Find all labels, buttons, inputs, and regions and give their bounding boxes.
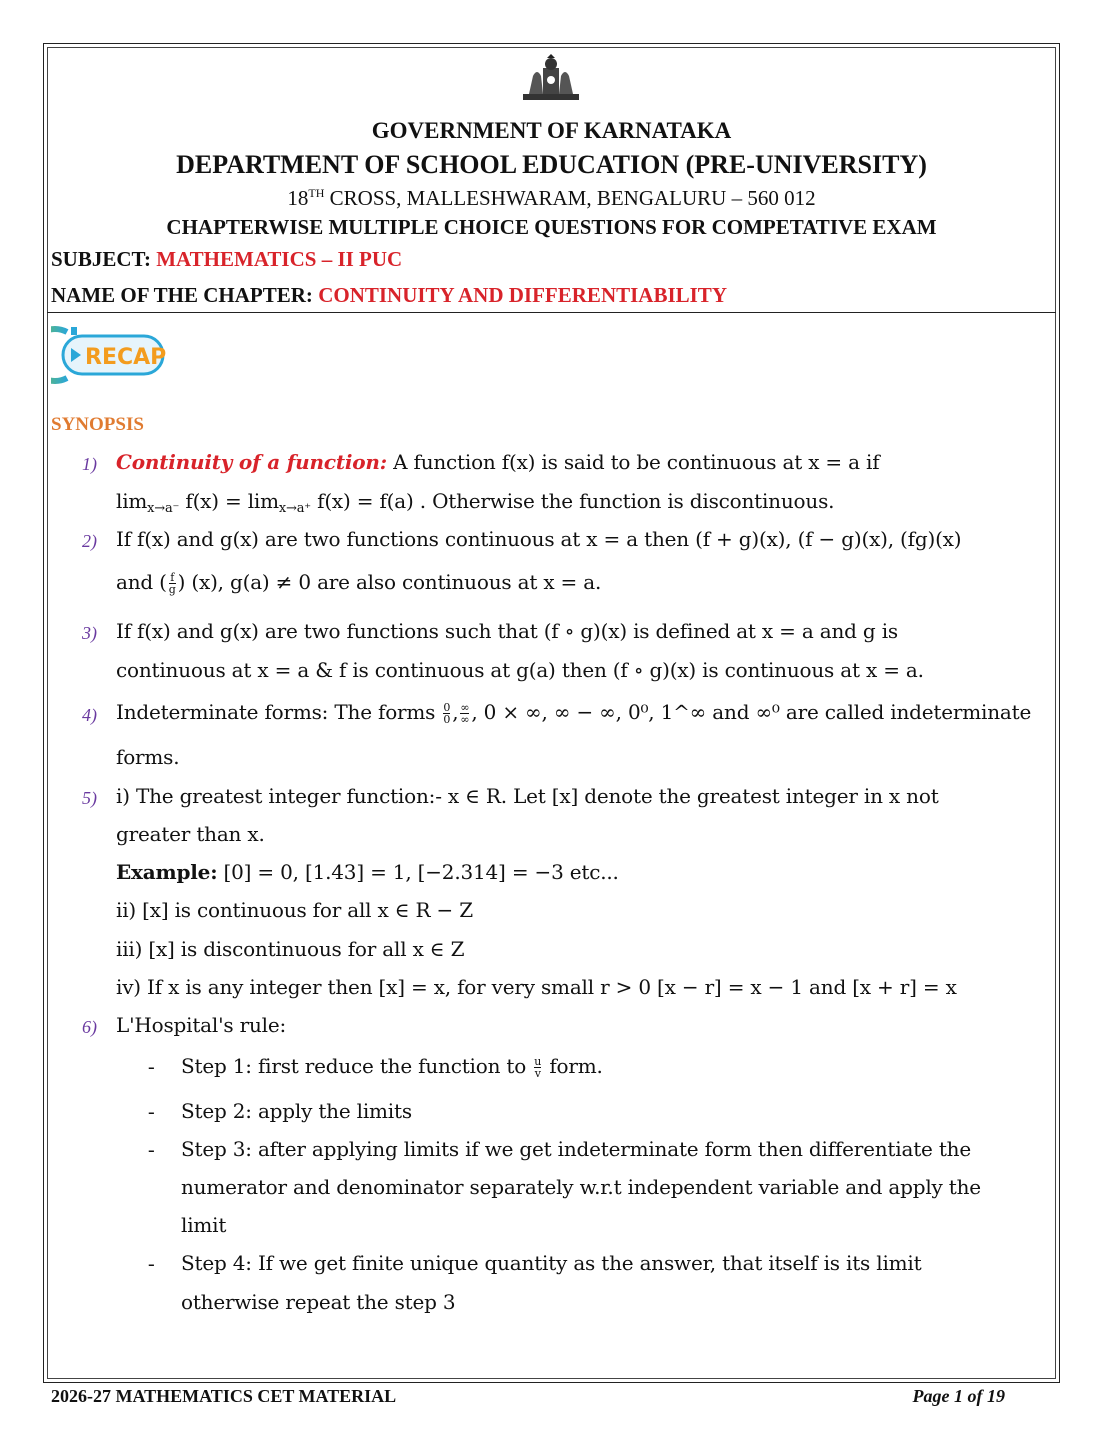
chapter-value: CONTINUITY AND DIFFERENTIABILITY	[318, 283, 727, 307]
item-5-line-iii: iii) [x] is discontinuous for all x ∈ Z	[116, 937, 465, 961]
step-4-line-2: otherwise repeat the step 3	[181, 1290, 456, 1314]
item-number-2: 2)	[82, 531, 97, 551]
step-1: Step 1: first reduce the function to $\frac{u}{v}$ form.	[181, 1054, 603, 1080]
item-2-line-1: If f(x) and g(x) are two functions continuous at x = a then (f + g)(x), (f − g)(x), (fg)(x)	[116, 527, 962, 551]
chapter-line: NAME OF THE CHAPTER: CONTINUITY AND DIFFERENTIABILITY	[51, 283, 727, 307]
step-3-bullet: -	[148, 1139, 155, 1161]
item-4-line-1: Indeterminate forms: The forms $\frac{0}{0}$ , $\frac{\infty}{\infty}$ , 0 × ∞, ∞ − ∞, 0⁰, 1^∞ and ∞⁰ are called indeterminate	[116, 700, 1032, 726]
subject-line: SUBJECT: MATHEMATICS – II PUC	[51, 247, 403, 271]
step-3-line-3: limit	[181, 1213, 227, 1237]
header-address: 18TH CROSS, MALLESHWARAM, BENGALURU – 560 012	[287, 186, 816, 210]
step-1-bullet: -	[148, 1056, 155, 1078]
item-5-line-ii: ii) [x] is continuous for all x ∈ R − Z	[116, 898, 473, 922]
header-department: DEPARTMENT OF SCHOOL EDUCATION (PRE-UNIVERSITY)	[176, 150, 927, 179]
step-2: Step 2: apply the limits	[181, 1099, 412, 1123]
step-3-line-1: Step 3: after applying limits if we get indeterminate form then differentiate the	[181, 1137, 971, 1161]
header-exam-title: CHAPTERWISE MULTIPLE CHOICE QUESTIONS FOR COMPETATIVE EXAM	[166, 215, 937, 239]
subject-value: MATHEMATICS – II PUC	[156, 247, 403, 271]
item-number-3: 3)	[82, 623, 97, 643]
karnataka-emblem-icon	[519, 54, 583, 104]
item-2-line-2: and ( $\frac{f}{g}$ ) (x), g(a) ≠ 0 are also continuous at x = a.	[116, 570, 602, 596]
item-4-line-2: forms.	[116, 745, 180, 769]
item-3-line-1: If f(x) and g(x) are two functions such that (f ∘ g)(x) is defined at x = a and g is	[116, 619, 898, 643]
step-3-line-2: numerator and denominator separately w.r.t independent variable and apply the	[181, 1175, 981, 1199]
item-5-line-iv: iv) If x is any integer then [x] = x, for very small r > 0 [x − r] = x − 1 and [x + r] = x	[116, 975, 957, 999]
recap-text: RECAP	[85, 345, 167, 370]
item-number-5: 5)	[82, 788, 97, 808]
footer-material-title: 2026-27 MATHEMATICS CET MATERIAL	[51, 1386, 397, 1406]
step-4-bullet: -	[148, 1253, 155, 1275]
header-divider	[47, 312, 1056, 313]
item-number-4: 4)	[82, 705, 97, 725]
item-3-line-2: continuous at x = a & f is continuous at g(a) then (f ∘ g)(x) is continuous at x = a.	[116, 658, 924, 682]
item-5-example: Example: [0] = 0, [1.43] = 1, [−2.314] = −3 etc...	[116, 860, 619, 884]
item-1-line-1: Continuity of a function: A function f(x) is said to be continuous at x = a if	[116, 450, 880, 474]
item-5-line-1: i) The greatest integer function:- x ∈ R. Let [x] denote the greatest integer in x not	[116, 784, 939, 808]
step-2-bullet: -	[148, 1101, 155, 1123]
item-6-title: L'Hospital's rule:	[116, 1013, 287, 1037]
item-number-6: 6)	[82, 1017, 97, 1037]
footer-page-number: Page 1 of 19	[912, 1386, 1005, 1406]
step-4-line-1: Step 4: If we get finite unique quantity as the answer, that itself is its limit	[181, 1251, 922, 1275]
item-1-line-2: $\lim_{x\to a^-} f(x) = \lim_{x\to a^+} f(x) = f(a)$ . Otherwise the function is discontinuous.	[116, 489, 835, 516]
item-number-1: 1)	[82, 454, 97, 474]
recap-badge-icon	[51, 320, 169, 388]
header-government: GOVERNMENT OF KARNATAKA	[371, 118, 732, 143]
synopsis-heading: SYNOPSIS	[51, 414, 144, 435]
item-5-line-2: greater than x.	[116, 822, 265, 846]
